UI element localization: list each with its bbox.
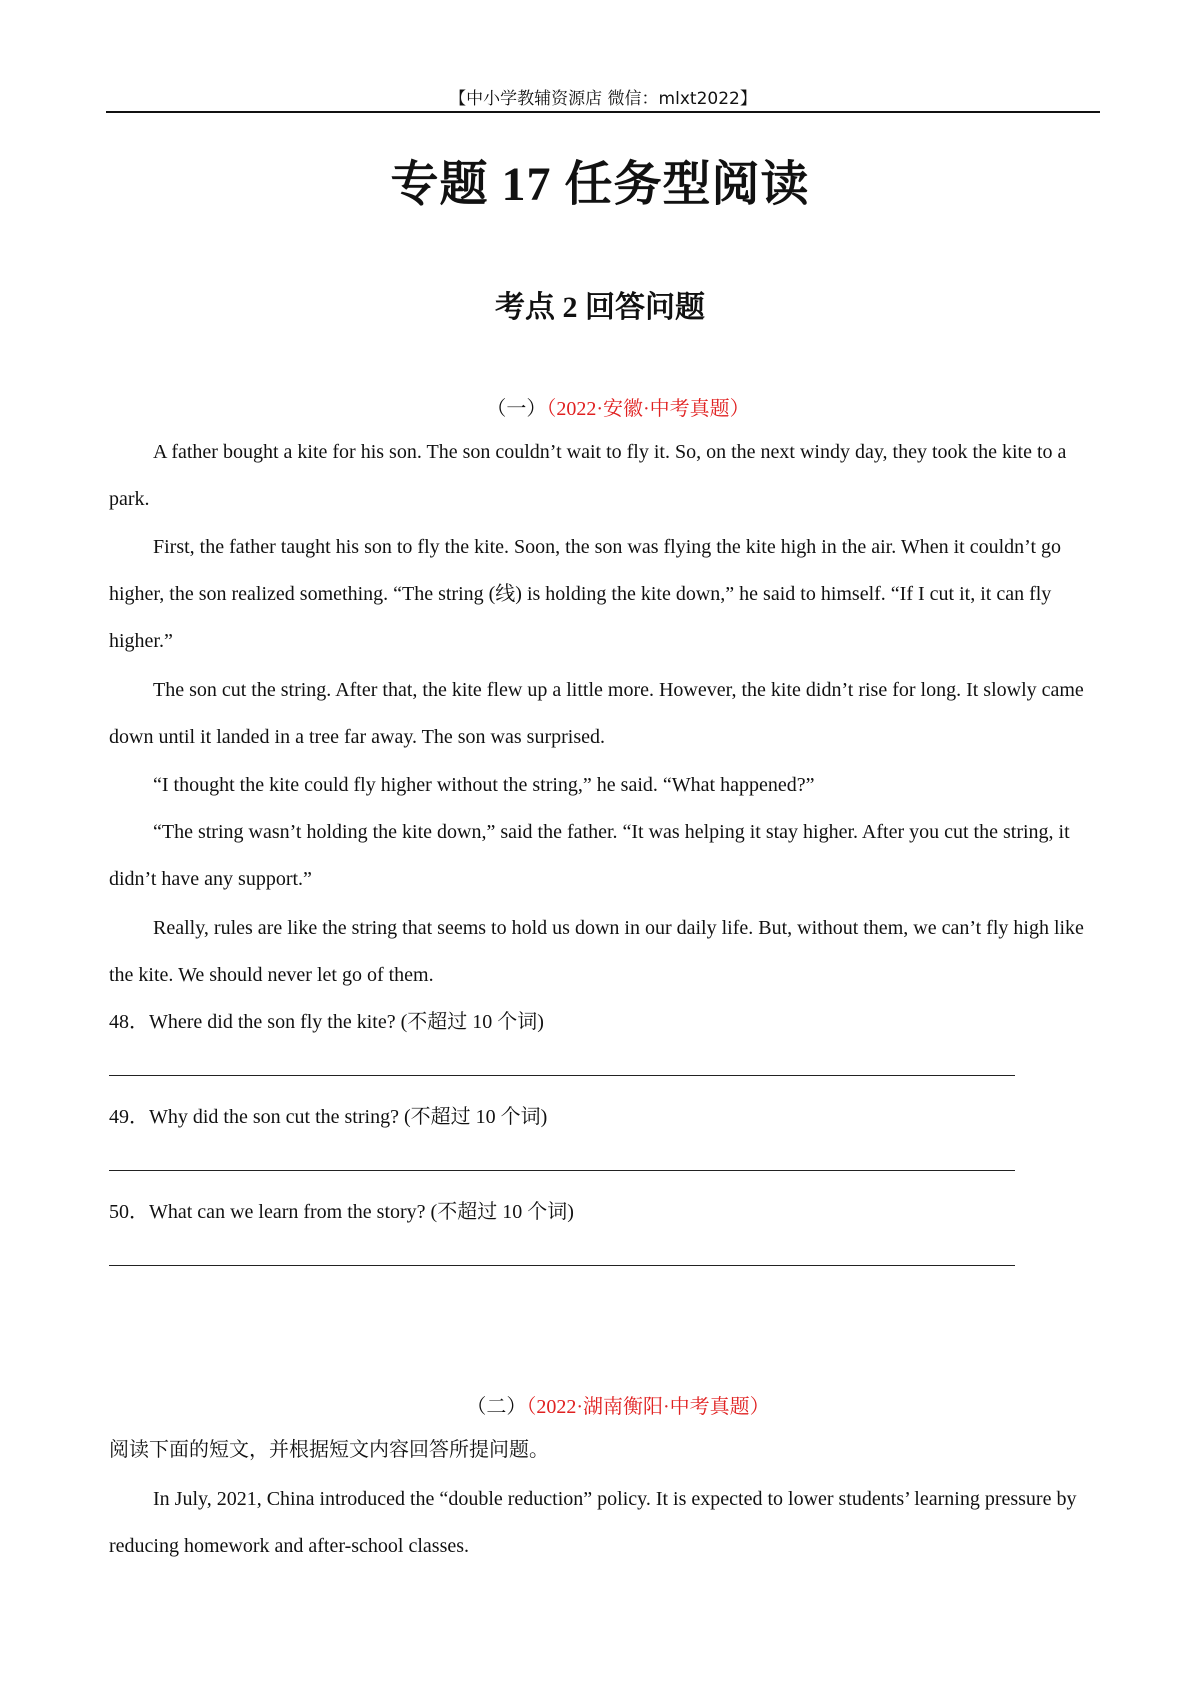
passage-1-paragraph: A father bought a kite for his son. The son couldn’t wait to fly it. So, on the next windy day, they took the kite to a park. <box>109 441 1067 510</box>
section-1-heading <box>0 392 1200 421</box>
passage-1-paragraph: First, the father taught his son to fly the kite. Soon, the son was flying the kite high in the air. When it couldn’t go higher, the son realized something. “The string (线) is holding the kite down,” he said to himself. “If I cut it, it can fly higher.” <box>109 536 1062 652</box>
answer-line-49[interactable] <box>109 1170 1015 1171</box>
passage-1-paragraph: “I thought the kite could fly higher without the string,” he said. “What happened?” <box>153 774 815 796</box>
passage-1-paragraph: The son cut the string. After that, the kite flew up a little more. However, the kite didn’t rise for long. It slowly came down until it landed in a tree far away. The son was surprised. <box>109 679 1084 748</box>
answer-line-50[interactable] <box>109 1265 1015 1266</box>
passage-1-paragraph: “The string wasn’t holding the kite down,” said the father. “It was helping it stay higher. After you cut the string, it didn’t have any support.” <box>109 821 1070 890</box>
passage-2-paragraph: In July, 2021, China introduced the “double reduction” policy. It is expected to lower students’ learning pressure by reducing homework and after-school classes. <box>109 1488 1077 1557</box>
passage-1-paragraph: Really, rules are like the string that seems to hold us down in our daily life. But, without them, we can’t fly high like the kite. We should never let go of them. <box>109 917 1084 986</box>
section-1-label: （一） <box>486 398 547 420</box>
page-header: 【中小学教辅资源店 微信：mlxt2022】 <box>449 89 757 109</box>
question-50: 50．What can we learn from the story? (不超过 10 个词) <box>109 1201 574 1223</box>
answer-line-48[interactable] <box>109 1075 1015 1076</box>
page-title: 专题 17 任务型阅读 <box>390 158 810 211</box>
section-2-heading <box>0 1390 1200 1419</box>
question-49: 49．Why did the son cut the string? (不超过 10 个词) <box>109 1106 548 1128</box>
section-2-source: （2022·湖南衡阳·中考真题） <box>526 1396 770 1418</box>
question-48: 48．Where did the son fly the kite? (不超过 10 个词) <box>109 1011 544 1033</box>
section-2-instruction: 阅读下面的短文，并根据短文内容回答所提问题。 <box>109 1439 549 1461</box>
section-subtitle: 考点 2 回答问题 <box>495 291 705 324</box>
section-2-label: （二） <box>466 1396 527 1418</box>
section-1-source: （2022·安徽·中考真题） <box>546 398 750 420</box>
header-divider <box>106 111 1100 113</box>
